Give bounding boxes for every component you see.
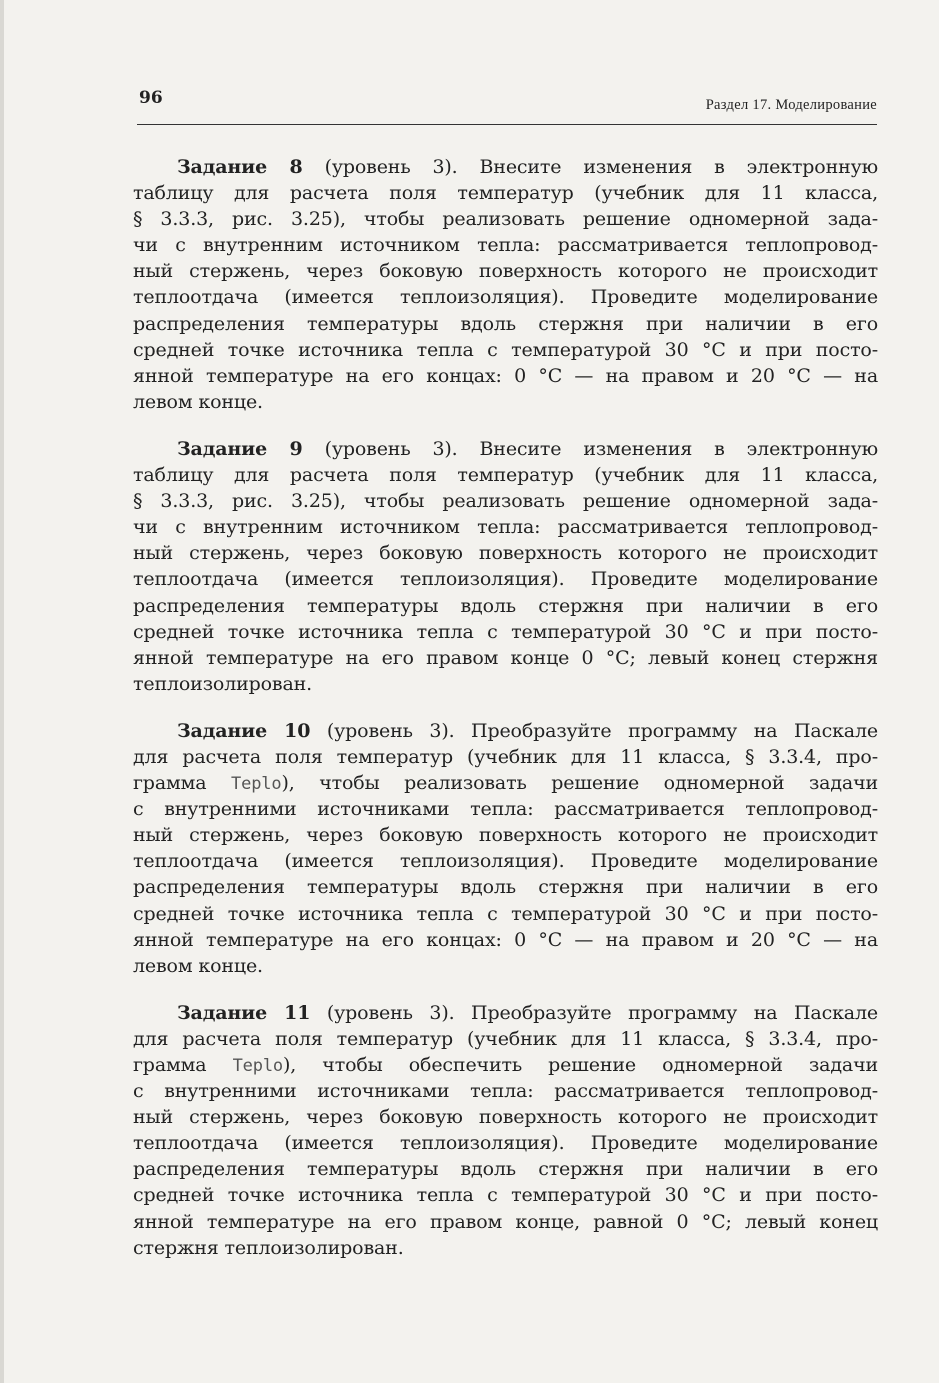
- text-line: Задание 10 (уровень 3). Преобразуйте программу на Паскале: [177, 719, 879, 742]
- text-line: грамма Teplo), чтобы реализовать решение одномерной задачи: [133, 772, 879, 795]
- text-line: теплоотдача (имеется теплоизоляция). Проведите моделирование: [133, 286, 878, 309]
- text-line: теплоотдача (имеется теплоизоляция). Проведите моделирование: [133, 1132, 878, 1155]
- text-line: чи с внутренним источником тепла: рассматривается теплопровод-: [133, 516, 878, 539]
- task-8: [133, 154, 878, 415]
- text-line: теплоотдача (имеется теплоизоляция). Проведите моделирование: [133, 568, 878, 591]
- text-line: чи с внутренним источником тепла: рассматривается теплопровод-: [133, 234, 878, 257]
- task-11: [133, 1000, 878, 1261]
- program-name: Teplo: [231, 774, 282, 795]
- text-line: с внутренними источниками тепла: рассматривается теплопровод-: [133, 1080, 878, 1103]
- task-10: [133, 718, 878, 979]
- text-line: средней точке источника тепла с температурой 30 °С и при посто-: [133, 620, 878, 643]
- task-label: Задание 9: [177, 437, 303, 460]
- text-line: ный стержень, через боковую поверхность которого не происходит: [133, 1106, 878, 1129]
- text-line: распределения температуры вдоль стержня при наличии в его: [133, 876, 878, 899]
- text-line: для расчета поля температур (учебник для 11 класса, § 3.3.4, про-: [133, 1027, 878, 1050]
- text-line: грамма Teplo), чтобы обеспечить решение одномерной задачи: [133, 1054, 878, 1076]
- text-line: янной температуре на его правом конце 0 °С; левый конец стержня: [133, 646, 878, 669]
- program-name: Teplo: [232, 1056, 284, 1076]
- task-label: Задание 8: [177, 156, 303, 178]
- text-line: § 3.3.3, рис. 3.25), чтобы реализовать решение одномерной зада-: [133, 490, 878, 513]
- text-line: таблицу для расчета поля температур (учебник для 11 класса,: [133, 464, 878, 487]
- text-line: янной температуре на его правом конце, равной 0 °С; левый конец: [133, 1210, 878, 1233]
- text-line: § 3.3.3, рис. 3.25), чтобы реализовать решение одномерной зада-: [133, 208, 878, 231]
- task-label: Задание 11: [177, 1001, 311, 1024]
- text-line: Задание 9 (уровень 3). Внесите изменения в электронную: [177, 437, 879, 460]
- text-line: ный стержень, через боковую поверхность которого не происходит: [133, 260, 878, 283]
- text-line: Задание 11 (уровень 3). Преобразуйте программу на Паскале: [177, 1001, 879, 1024]
- text-line: стержня теплоизолирован.: [133, 1236, 404, 1259]
- text-line: с внутренними источниками тепла: рассматривается теплопровод-: [133, 798, 878, 821]
- page-number: 96: [139, 88, 163, 108]
- text-line: левом конце.: [133, 954, 263, 977]
- text-line: распределения температуры вдоль стержня при наличии в его: [133, 312, 878, 335]
- text-line: теплоизолирован.: [133, 672, 313, 695]
- text-line: Задание 8 (уровень 3). Внесите изменения в электронную: [177, 156, 879, 178]
- text-line: распределения температуры вдоль стержня при наличии в его: [133, 594, 878, 617]
- text-line: ный стержень, через боковую поверхность которого не происходит: [133, 824, 878, 847]
- text-line: средней точке источника тепла с температурой 30 °С и при посто-: [133, 1184, 878, 1207]
- text-line: таблицу для расчета поля температур (учебник для 11 класса,: [133, 182, 878, 205]
- text-line: янной температуре на его концах: 0 °С — на правом и 20 °С — на: [133, 928, 878, 951]
- running-head: Раздел 17. Моделирование: [705, 97, 877, 113]
- text-line: теплоотдача (имеется теплоизоляция). Проведите моделирование: [133, 850, 878, 873]
- text-line: средней точке источника тепла с температурой 30 °С и при посто-: [133, 902, 878, 925]
- text-line: левом конце.: [133, 390, 263, 413]
- task-label: Задание 10: [177, 719, 311, 742]
- text-line: ный стержень, через боковую поверхность которого не происходит: [133, 542, 878, 565]
- page-body: [133, 154, 878, 1282]
- task-9: [133, 436, 878, 697]
- text-line: янной температуре на его концах: 0 °С — на правом и 20 °С — на: [133, 364, 878, 387]
- page-header: [137, 88, 877, 125]
- text-line: для расчета поля температур (учебник для 11 класса, § 3.3.4, про-: [133, 745, 878, 768]
- text-line: средней точке источника тепла с температурой 30 °С и при посто-: [133, 338, 878, 361]
- page-edge: [0, 0, 4, 1383]
- text-line: распределения температуры вдоль стержня при наличии в его: [133, 1158, 878, 1181]
